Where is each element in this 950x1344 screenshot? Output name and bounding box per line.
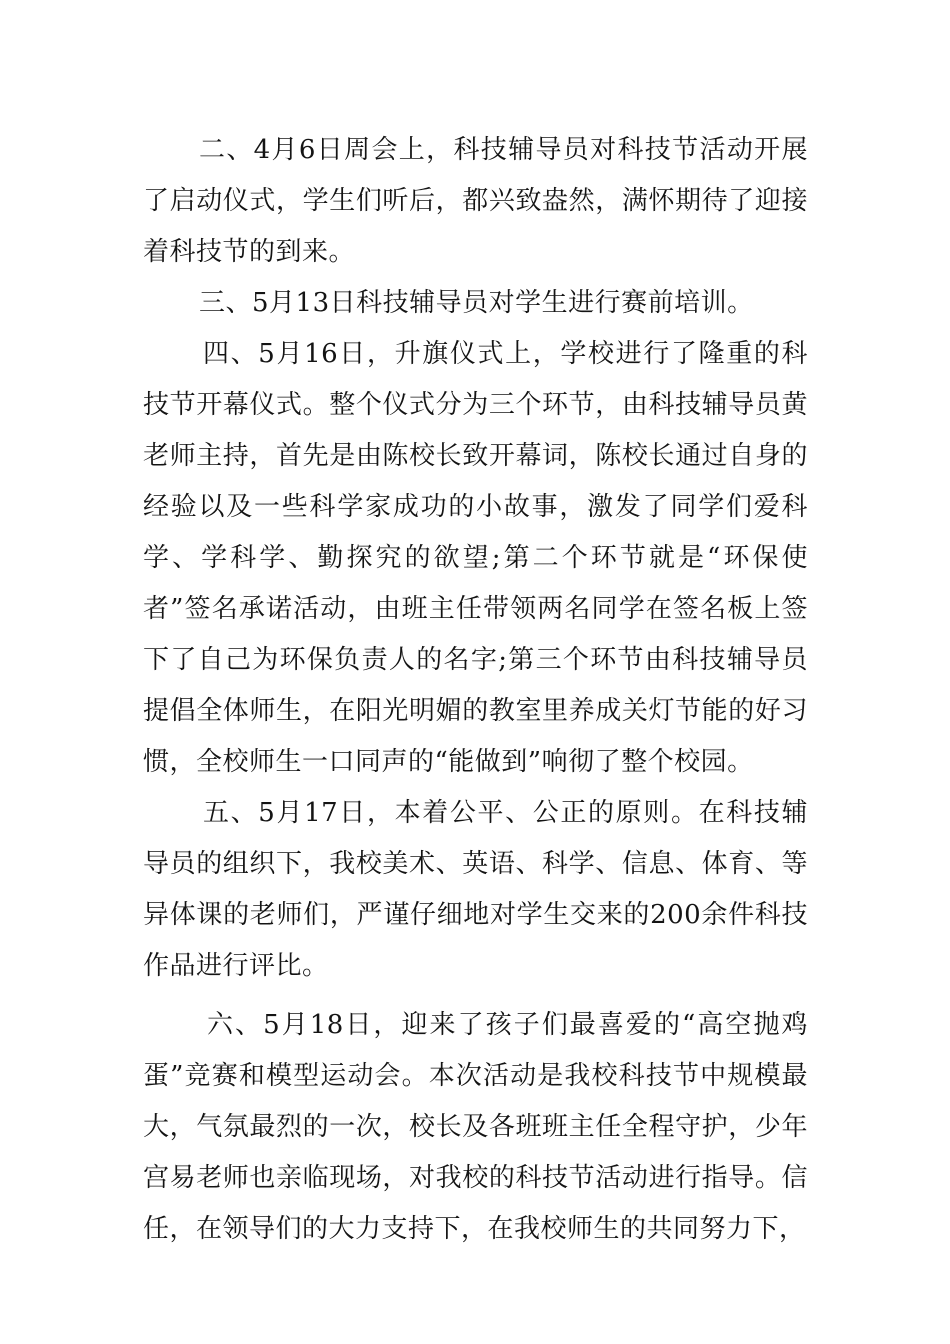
paragraph-item-4: 四、5月16日，升旗仪式上，学校进行了隆重的科技节开幕仪式。整个仪式分为三个环节，由科技辅导员黄老师主持，首先是由陈校长致开幕词，陈校长通过自身的经验以及一些科学家成功的小故事，激发了同学们爱科学、学科学、勤探究的欲望;第二个环节就是“环保使者”签名承诺活动，由班主任带领两名同学在签名板上签下了自己为环保负责人的名字;第三个环节由科技辅导员提倡全体师生，在阳光明媚的教室里养成关灯节能的好习惯，全校师生一口同声的“能做到”响彻了整个校园。 <box>143 339 808 777</box>
body-text <box>143 125 808 1255</box>
paragraph-item-5: 五、5月17日，本着公平、公正的原则。在科技辅导员的组织下，我校美术、英语、科学、信息、体育、等异体课的老师们，严谨仔细地对学生交来的200余件科技作品进行评比。 <box>143 798 808 981</box>
paragraph-item-6: 六、5月18日，迎来了孩子们最喜爱的“高空抛鸡蛋”竞赛和模型运动会。本次活动是我校科技节中规模最大，气氛最烈的一次，校长及各班班主任全程守护，少年宫易老师也亲临现场，对我校的科技节活动进行指导。信任，在领导们的大力支持下，在我校师生的共同努力下， <box>143 1010 808 1244</box>
paragraph-item-2: 二、4月6日周会上，科技辅导员对科技节活动开展了启动仪式，学生们听后，都兴致盎然，满怀期待了迎接着科技节的到来。 <box>143 135 808 267</box>
paragraph-item-3: 三、5月13日科技辅导员对学生进行赛前培训。 <box>199 288 754 318</box>
